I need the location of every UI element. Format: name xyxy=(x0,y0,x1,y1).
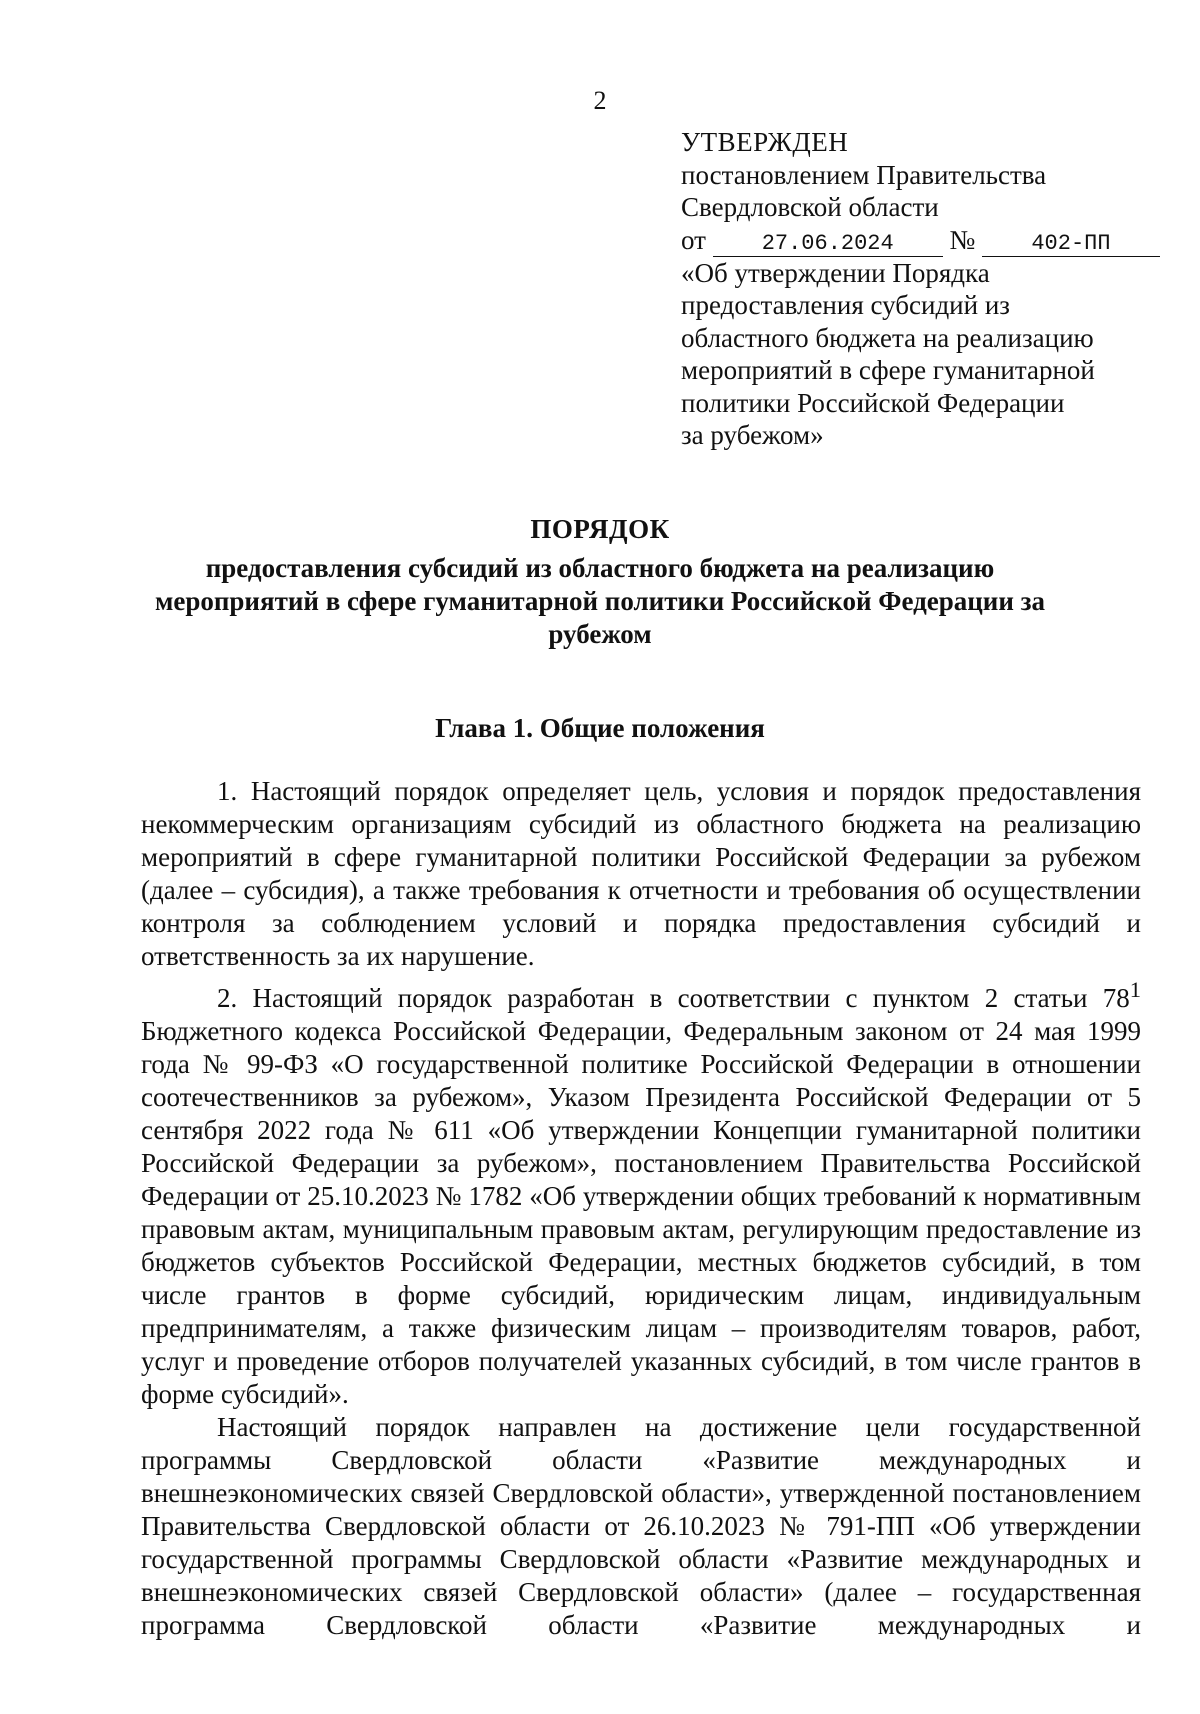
date-prefix: от xyxy=(681,224,706,255)
document-subtitle: предоставления субсидий из областного бюджета на реализацию мероприятий в сфере гуманитарной политики Российской Федерации за рубежом xyxy=(154,553,1046,649)
approval-title-line: за рубежом» xyxy=(681,420,824,450)
number-prefix: № xyxy=(949,224,976,255)
approval-title-line: «Об утверждении Порядка xyxy=(681,257,990,288)
approved-label: УТВЕРЖДЕН xyxy=(681,127,849,157)
approval-number: 402-ПП xyxy=(982,232,1160,257)
approval-title-line: областного бюджета на реализацию xyxy=(681,322,1094,353)
paragraph-2-text-start: 2. Настоящий порядок разработан в соответствии с пунктом 2 статьи 78 xyxy=(217,983,1130,1013)
page-number: 2 xyxy=(593,86,607,115)
paragraph-2-text-end: Бюджетного кодекса Российской Федерации, Федеральным законом от 24 мая 1999 года № 99-ФЗ «О государственной политике Российской Федерации в отношении соотечественников за рубежом», Указом Президента Российской Федерации от 5 сентября 2022 года № 611 «Об утверждении Концепции гуманитарной политики Российской Федерации за рубежом», постановлением Правительства Российской Федерации от 25.10.2023 № 1782 «Об утверждении общих требований к нормативным правовым актам, муниципальным правовым актам, регулирующим предоставление из бюджетов субъектов Российской Федерации, местных бюджетов субсидий, в том числе грантов в форме субсидий, юридическим лицам, индивидуальным предпринимателям, а также физическим лицам – производителям товаров, работ, услуг и проведение отборов получателей указанных субсидий, в том числе грантов в форме субсидий». xyxy=(141,1016,1141,1409)
approval-stamp xyxy=(681,126,1151,452)
approval-title-line: мероприятий в сфере гуманитарной xyxy=(681,355,1095,385)
approval-title-line: предоставления субсидий из xyxy=(681,290,1010,320)
chapter-heading: Глава 1. Общие положения xyxy=(435,713,765,743)
paragraph-2 xyxy=(141,973,1141,1411)
approved-by-line-1: постановлением Правительства xyxy=(681,159,1047,190)
approval-date-number-line xyxy=(681,224,1151,257)
paragraph-1: 1. Настоящий порядок определяет цель, условия и порядок предоставления некоммерческим организациям субсидий из областного бюджета на реализацию мероприятий в сфере гуманитарной политики Российской Федерации за рубежом (далее – субсидия), а также требования к отчетности и требования об осуществлении контроля за соблюдением условий и порядка предоставления субсидий и ответственность за их нарушение. xyxy=(141,776,1141,971)
document-body xyxy=(141,775,1141,1642)
paragraph-3: Настоящий порядок направлен на достижение цели государственной программы Свердловской области «Развитие международных и внешнеэкономических связей Свердловской области», утвержденной постановлением Правительства Свердловской области от 26.10.2023 № 791-ПП «Об утверждении государственной программы Свердловской области «Развитие международных и внешнеэкономических связей Свердловской области» (далее – государственная программа Свердловской области «Развитие международных и xyxy=(141,1412,1141,1640)
approval-title-line: политики Российской Федерации xyxy=(681,387,1065,418)
article-superscript: 1 xyxy=(1129,977,1141,1002)
document-title: ПОРЯДОК xyxy=(530,514,670,544)
approval-date: 27.06.2024 xyxy=(713,232,943,257)
approved-by-line-2: Свердловской области xyxy=(681,192,939,222)
